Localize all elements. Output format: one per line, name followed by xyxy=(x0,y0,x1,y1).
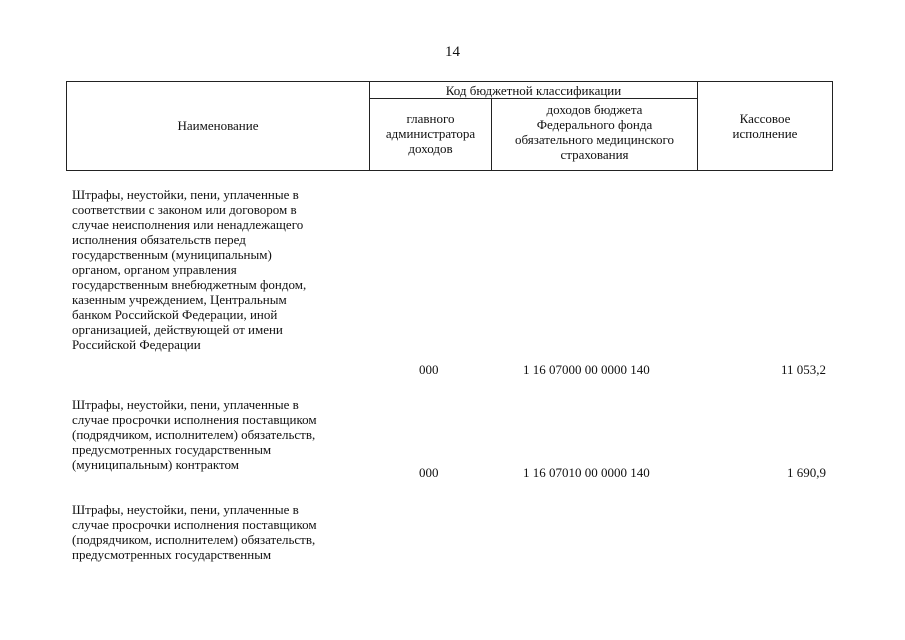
header-border-top xyxy=(66,81,833,82)
header-group-underline xyxy=(369,98,698,99)
row-amount: 11 053,2 xyxy=(780,362,826,377)
row-name: Штрафы, неустойки, пени, уплаченные в случае просрочки исполнения поставщиком (подрядчиком, исполнителем) обязательств, предусмотренных государственным xyxy=(72,502,317,562)
row-admin-code: 000 xyxy=(419,362,439,377)
row-admin-code: 000 xyxy=(419,465,439,480)
row-name: Штрафы, неустойки, пени, уплаченные в соответствии с законом или договором в случае неисполнения или ненадлежащего исполнения обязательств перед государственным (муниципальным) органом, органом управления государственным внебюджетным фондом, казенным учреждением, Центральным банком Российской Федерации, иной организацией, действующей от имени Российской Федерации xyxy=(72,187,307,352)
page-number: 14 xyxy=(445,44,460,60)
row-budget-code: 1 16 07010 00 0000 140 xyxy=(523,465,650,480)
row-amount: 1 690,9 xyxy=(787,465,826,480)
header-name: Наименование xyxy=(177,118,259,133)
row-name: Штрафы, неустойки, пени, уплаченные в случае просрочки исполнения поставщиком (подрядчиком, исполнителем) обязательств, предусмотренных государственным (муниципальным) контрактом xyxy=(72,397,317,472)
header-revenue: доходов бюджета Федерального фонда обязательного медицинского страхования xyxy=(514,102,675,162)
header-border-bottom xyxy=(66,170,833,171)
header-cash-execution: Кассовое исполнение xyxy=(732,111,798,141)
row-budget-code: 1 16 07000 00 0000 140 xyxy=(523,362,650,377)
header-border-right xyxy=(832,81,833,171)
header-main-admin: главного администратора доходов xyxy=(385,111,476,156)
header-budget-code-group: Код бюджетной классификации xyxy=(445,83,622,98)
